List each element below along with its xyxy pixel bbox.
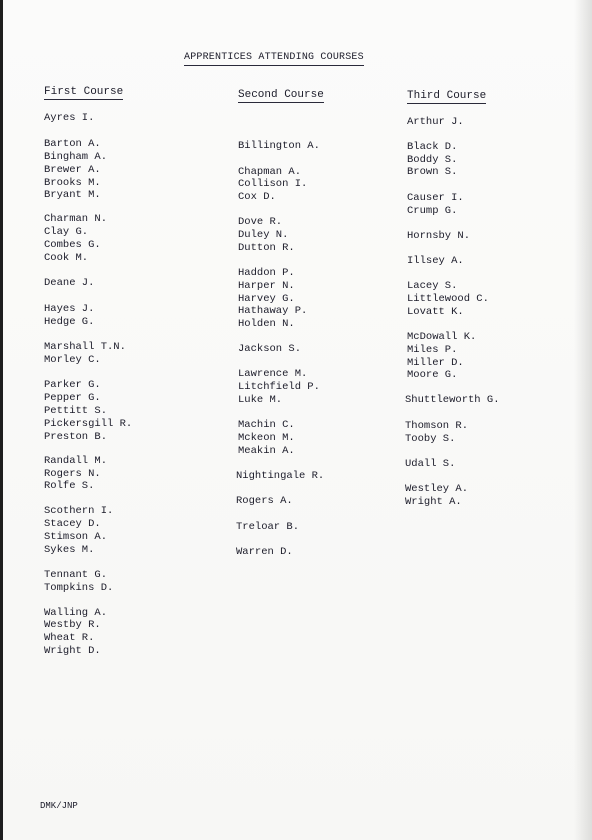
list-item: Combes G. — [44, 239, 101, 251]
list-item: Wheat R. — [44, 632, 95, 644]
list-item: Harvey G. — [238, 293, 295, 305]
list-item: Arthur J. — [407, 116, 464, 128]
list-item: Westley A. — [405, 483, 469, 495]
list-item: Walling A. — [44, 607, 108, 619]
list-item: Mckeon M. — [238, 432, 295, 444]
list-item: Pepper G. — [44, 392, 101, 404]
list-item: Duley N. — [238, 229, 289, 241]
list-item: Scothern I. — [44, 505, 114, 517]
list-item: Wright D. — [44, 645, 101, 657]
document-title: APPRENTICES ATTENDING COURSES — [184, 52, 364, 66]
list-item: Brown S. — [407, 166, 458, 178]
page-shadow-edge — [574, 0, 592, 840]
document-footer-initials: DMK/JNP — [40, 801, 78, 811]
list-item: Machin C. — [238, 419, 295, 431]
list-item: Collison I. — [238, 178, 308, 190]
list-item: Haddon P. — [238, 267, 295, 279]
list-item: Moore G. — [407, 369, 458, 381]
list-item: Hedge G. — [44, 316, 95, 328]
list-item: Cox D. — [238, 191, 276, 203]
list-item: Chapman A. — [238, 166, 302, 178]
list-item: Ayres I. — [44, 112, 95, 124]
column-heading: First Course — [44, 86, 124, 98]
list-item: Dove R. — [238, 216, 283, 228]
list-item: Parker G. — [44, 379, 101, 391]
list-item: Thomson R. — [405, 420, 469, 432]
list-item: Litchfield P. — [238, 381, 320, 393]
list-item: Lawrence M. — [238, 368, 308, 380]
list-item: Morley C. — [44, 354, 101, 366]
list-item: Meakin A. — [238, 445, 295, 457]
list-item: Harper N. — [238, 280, 295, 292]
list-item: Shuttleworth G. — [405, 394, 500, 406]
list-item: Barton A. — [44, 138, 101, 150]
list-item: Luke M. — [238, 394, 283, 406]
list-item: Marshall T.N. — [44, 341, 126, 353]
list-item: Stimson A. — [44, 531, 108, 543]
list-item: Billington A. — [238, 140, 320, 152]
list-item: Bryant M. — [44, 189, 101, 201]
list-item: Tooby S. — [405, 433, 456, 445]
column-heading: Third Course — [407, 90, 487, 102]
list-item: Miller D. — [407, 357, 464, 369]
list-item: Rolfe S. — [44, 480, 95, 492]
list-item: Tennant G. — [44, 569, 108, 581]
list-item: Clay G. — [44, 226, 89, 238]
page-binding-edge — [0, 0, 3, 840]
list-item: Hayes J. — [44, 303, 95, 315]
list-item: Miles P. — [407, 344, 458, 356]
list-item: Charman N. — [44, 213, 108, 225]
list-item: Randall M. — [44, 455, 108, 467]
list-item: Rogers N. — [44, 468, 101, 480]
list-item: Pettitt S. — [44, 405, 108, 417]
list-item: Holden N. — [238, 318, 295, 330]
list-item: Causer I. — [407, 192, 464, 204]
list-item: Hornsby N. — [407, 230, 471, 242]
list-item: Warren D. — [236, 546, 293, 558]
list-item: Jackson S. — [238, 343, 302, 355]
list-item: Lacey S. — [407, 280, 458, 292]
list-item: Crump G. — [407, 205, 458, 217]
list-item: Lovatt K. — [407, 306, 464, 318]
list-item: Deane J. — [44, 277, 95, 289]
column-heading: Second Course — [238, 89, 324, 101]
list-item: McDowall K. — [407, 331, 477, 343]
list-item: Dutton R. — [238, 242, 295, 254]
list-item: Hathaway P. — [238, 305, 308, 317]
list-item: Rogers A. — [236, 495, 293, 507]
list-item: Boddy S. — [407, 154, 458, 166]
list-item: Nightingale R. — [236, 470, 325, 482]
list-item: Illsey A. — [407, 255, 464, 267]
list-item: Westby R. — [44, 619, 101, 631]
list-item: Brewer A. — [44, 164, 101, 176]
list-item: Black D. — [407, 141, 458, 153]
list-item: Treloar B. — [236, 521, 300, 533]
list-item: Wright A. — [405, 496, 462, 508]
list-item: Preston B. — [44, 431, 108, 443]
list-item: Bingham A. — [44, 151, 108, 163]
list-item: Stacey D. — [44, 518, 101, 530]
list-item: Sykes M. — [44, 544, 95, 556]
list-item: Tompkins D. — [44, 582, 114, 594]
list-item: Littlewood C. — [407, 293, 489, 305]
list-item: Brooks M. — [44, 177, 101, 189]
list-item: Udall S. — [405, 458, 456, 470]
list-item: Cook M. — [44, 252, 89, 264]
list-item: Pickersgill R. — [44, 418, 133, 430]
